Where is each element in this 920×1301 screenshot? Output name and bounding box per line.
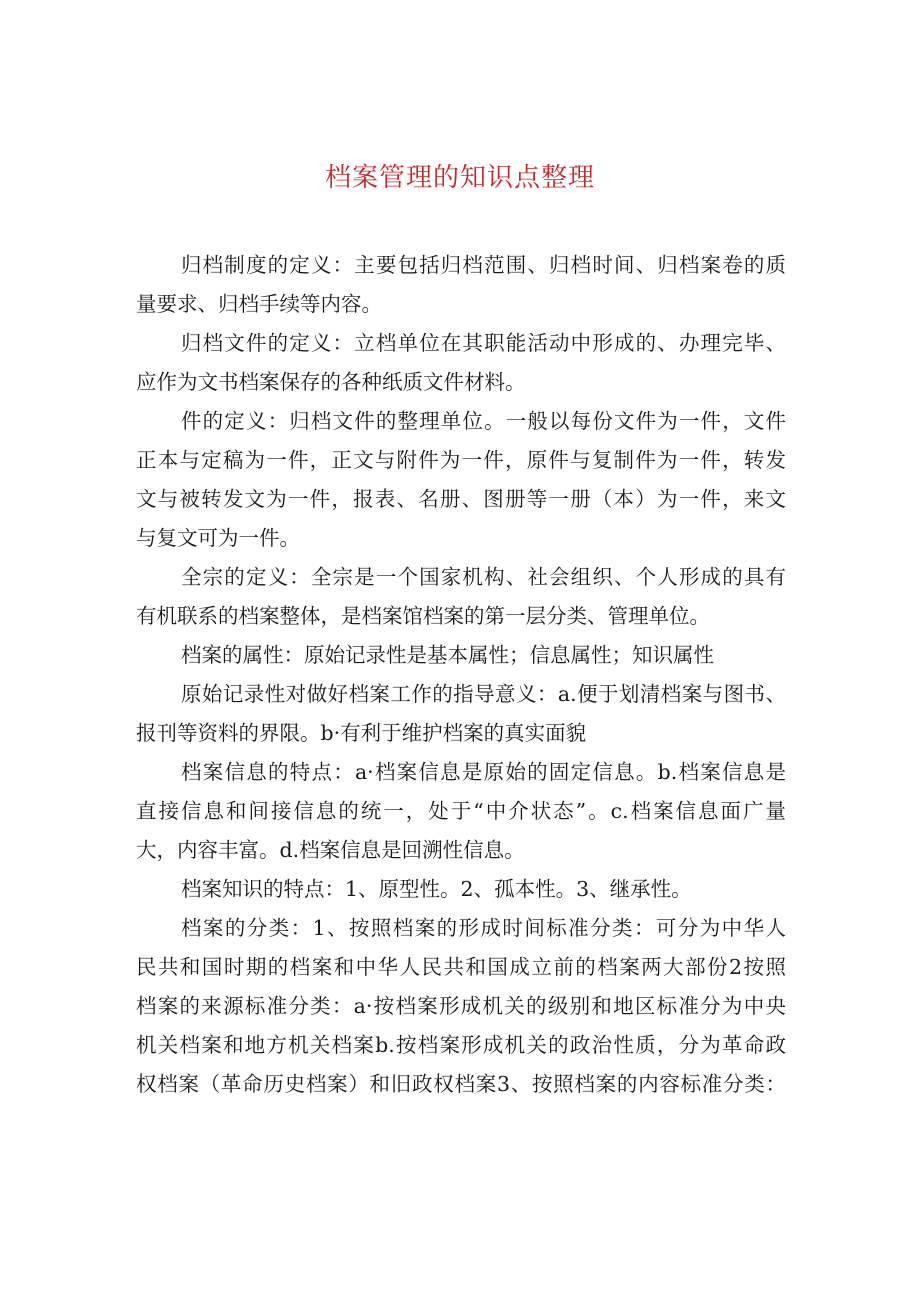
paragraph-line: 量要求、归档手续等内容。 xyxy=(136,292,382,316)
paragraph-line: 归档文件的定义：立档单位在其职能活动中形成的、办理完毕、 xyxy=(181,331,786,355)
paragraph-line: 机关档案和地方机关档案b.按档案形成机关的政治性质，分为革命政 xyxy=(136,1033,786,1057)
paragraph-line: 档案信息的特点：a·档案信息是原始的固定信息。b.档案信息是 xyxy=(181,760,786,784)
paragraph-line: 全宗的定义：全宗是一个国家机构、社会组织、个人形成的具有 xyxy=(181,565,786,589)
paragraph-line: 与复文可为一件。 xyxy=(136,526,300,550)
paragraph-line: 档案的属性：原始记录性是基本属性；信息属性；知识属性 xyxy=(181,643,714,667)
paragraph-line: 档案的分类：1、按照档案的形成时间标准分类：可分为中华人 xyxy=(181,916,786,940)
paragraph-line: 件的定义：归档文件的整理单位。一般以每份文件为一件，文件 xyxy=(181,409,786,433)
paragraph-line: 档案的来源标准分类：a·按档案形成机关的级别和地区标准分为中央 xyxy=(136,994,786,1018)
paragraph-line: 权档案（革命历史档案）和旧政权档案3、按照档案的内容标准分类： xyxy=(136,1072,786,1096)
paragraph-line: 文与被转发文为一件，报表、名册、图册等一册（本）为一件，来文 xyxy=(136,487,786,511)
paragraph-line: 民共和国时期的档案和中华人民共和国成立前的档案两大部份2按照 xyxy=(136,955,786,979)
paragraph-line: 档案知识的特点：1、原型性。2、孤本性。3、继承性。 xyxy=(181,877,692,901)
paragraph-line: 正本与定稿为一件，正文与附件为一件，原件与复制件为一件，转发 xyxy=(136,448,786,472)
document-body xyxy=(136,246,786,1104)
paragraph-line: 有机联系的档案整体，是档案馆档案的第一层分类、管理单位。 xyxy=(136,604,710,628)
paragraph-line: 归档制度的定义：主要包括归档范围、归档时间、归档案卷的质 xyxy=(181,253,786,277)
paragraph-line: 报刊等资料的界限。b·有利于维护档案的真实面貌 xyxy=(136,721,587,745)
paragraph-line: 直接信息和间接信息的统一，处于“中介状态”。c.档案信息面广量 xyxy=(136,799,786,823)
paragraph-line: 原始记录性对做好档案工作的指导意义：a.便于划清档案与图书、 xyxy=(181,682,786,706)
paragraph-line: 应作为文书档案保存的各种纸质文件材料。 xyxy=(136,370,526,394)
document-title: 档案管理的知识点整理 xyxy=(324,163,595,193)
paragraph-line: 大，内容丰富。d.档案信息是回溯性信息。 xyxy=(136,838,525,862)
